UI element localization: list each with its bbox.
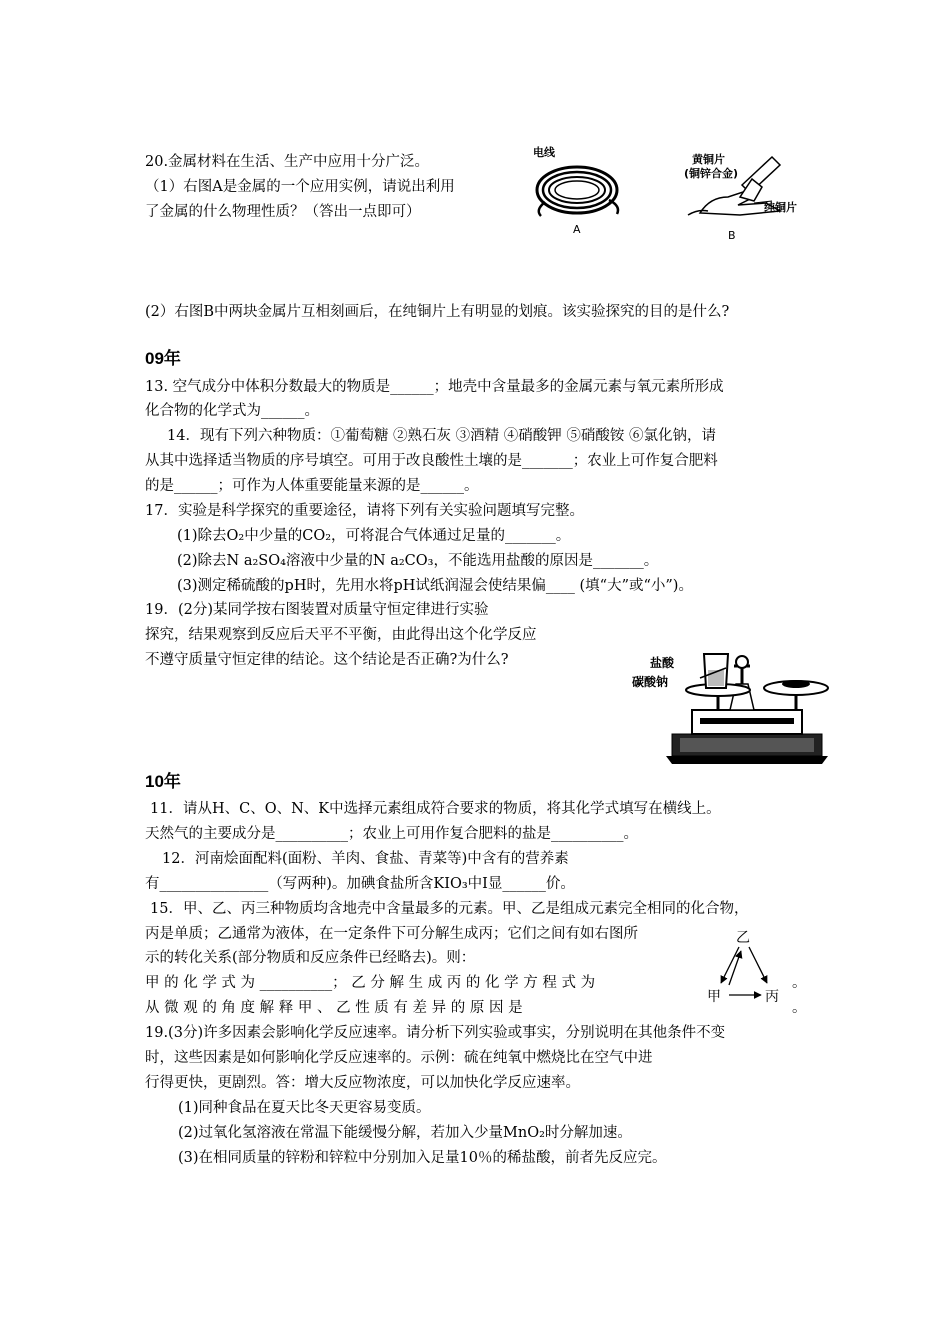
q19-09-line2: 探究，结果观察到反应后天平不平衡，由此得出这个化学反应	[145, 627, 537, 643]
q19-09-line1: 19．(2分)某同学按右图装置对质量守恒定律进行实验	[145, 602, 489, 618]
q19-10-line2: 时，这些因素是如何影响化学反应速率的。示例：硫在纯氧中燃烧比在空气中进	[145, 1050, 653, 1066]
figure-a-caption: A	[573, 223, 581, 236]
q15-line5-end: 。	[792, 1000, 807, 1016]
q19-10-line1: 19.(3分)许多因素会影响化学反应速率。请分析下列实验或事实，分别说明在其他条件不变	[145, 1025, 726, 1041]
q12-line2: 有_______________（写两种)。加碘食盐所含KIO₃中I显______价。	[145, 876, 575, 892]
q15-line3: 示的转化关系(部分物质和反应条件已经略去)。则：	[145, 950, 476, 966]
q15-line5: 从 微 观 的 角 度 解 释 甲 、 乙 性 质 有 差 异 的 原 因 是	[145, 1000, 523, 1016]
wire-label: 电线	[533, 146, 555, 159]
figure-b-caption: B	[728, 229, 736, 242]
q15-line2: 丙是单质；乙通常为液体，在一定条件下可分解生成丙；它们之间有如右图所	[145, 926, 638, 942]
brass-label-2: (铜锌合金)	[684, 167, 739, 180]
q17-line3: (2)除去N a₂SO₄溶液中少量的N a₂CO₃，不能选用盐酸的原因是_______。	[177, 553, 659, 569]
q12-line1: 12．河南烩面配料(面粉、羊肉、食盐、青菜等)中含有的营养素	[162, 851, 569, 867]
carbonate-label: 碳酸钠	[632, 675, 669, 689]
q13-line2: 化合物的化学式为______。	[145, 403, 319, 419]
q19-10-line4: (1)同种食品在夏天比冬天更容易变质。	[178, 1100, 431, 1116]
q20-line4: (2）右图B中两块金属片互相刻画后，在纯铜片上有明显的划痕。该实验探究的目的是什么?	[145, 304, 730, 320]
q14-line3: 的是______；可作为人体重要能量来源的是______。	[145, 478, 479, 494]
q19-10-line3: 行得更快，更剧烈。答：增大反应物浓度，可以加快化学反应速率。	[145, 1075, 580, 1091]
q15-line4-end: 。	[792, 975, 807, 991]
q11-line2: 天然气的主要成分是__________；农业上可用作复合肥料的盐是__________。	[145, 826, 638, 842]
copper-label: 纯铜片	[764, 201, 797, 214]
q19-10-line6: (3)在相同质量的锌粉和锌粒中分别加入足量10％的稀盐酸，前者先反应完。	[178, 1150, 667, 1166]
node-jia: 甲	[707, 989, 721, 1005]
q20-line2: （1）右图A是金属的一个应用实例，请说出利用	[145, 179, 455, 195]
heading-10: 10年	[145, 772, 181, 791]
figure-balance	[630, 648, 835, 766]
brass-label-1: 黄铜片	[692, 153, 725, 166]
heading-09: 09年	[145, 349, 181, 368]
q14-line1: 14．现有下列六种物质：①葡萄糖 ②熟石灰 ③酒精 ④硝酸钾 ⑤硝酸铵 ⑥氯化钠，请	[167, 428, 716, 444]
q13-line1: 13. 空气成分中体积分数最大的物质是______；地壳中含量最多的金属元素与氧元素所形成	[145, 379, 724, 395]
node-bing: 丙	[765, 989, 779, 1005]
q19-09-line3: 不遵守质量守恒定律的结论。这个结论是否正确?为什么?	[145, 652, 509, 668]
node-yi: 乙	[736, 930, 750, 946]
q14-line2: 从其中选择适当物质的序号填空。可用于改良酸性土壤的是_______；农业上可作复合肥料	[145, 453, 718, 469]
q19-10-line5: (2)过氧化氢溶液在常温下能缓慢分解，若加入少量MnO₂时分解加速。	[178, 1125, 632, 1141]
q11-line1: 11．请从H、C、O、N、K中选择元素组成符合要求的物质，将其化学式填写在横线上。	[150, 801, 721, 817]
q20-line3: 了金属的什么物理性质？（答出一点即可）	[145, 204, 421, 220]
q20-line1: 20.金属材料在生活、生产中应用十分广泛。	[145, 154, 430, 170]
q15-line1: 15．甲、乙、丙三种物质均含地壳中含量最多的元素。甲、乙是组成元素完全相同的化合物，	[150, 901, 749, 917]
q17-line4: (3)测定稀硫酸的pH时，先用水将pH试纸润湿会使结果偏____ (填“大”或“小”)。	[177, 578, 693, 594]
acid-label: 盐酸	[650, 656, 675, 670]
figure-b-metal-scratch	[680, 145, 815, 245]
q17-line1: 17．实验是科学探究的重要途径，请将下列有关实验问题填写完整。	[145, 503, 584, 519]
q17-line2: (1)除去O₂中少量的CO₂，可将混合气体通过足量的_______。	[177, 528, 571, 544]
q15-line4: 甲 的 化 学 式 为 __________； 乙 分 解 生 成 丙 的 化 学 方 程 式 为	[145, 975, 596, 991]
figure-triangle	[705, 925, 790, 1005]
figure-a-wire-coil	[525, 140, 635, 240]
